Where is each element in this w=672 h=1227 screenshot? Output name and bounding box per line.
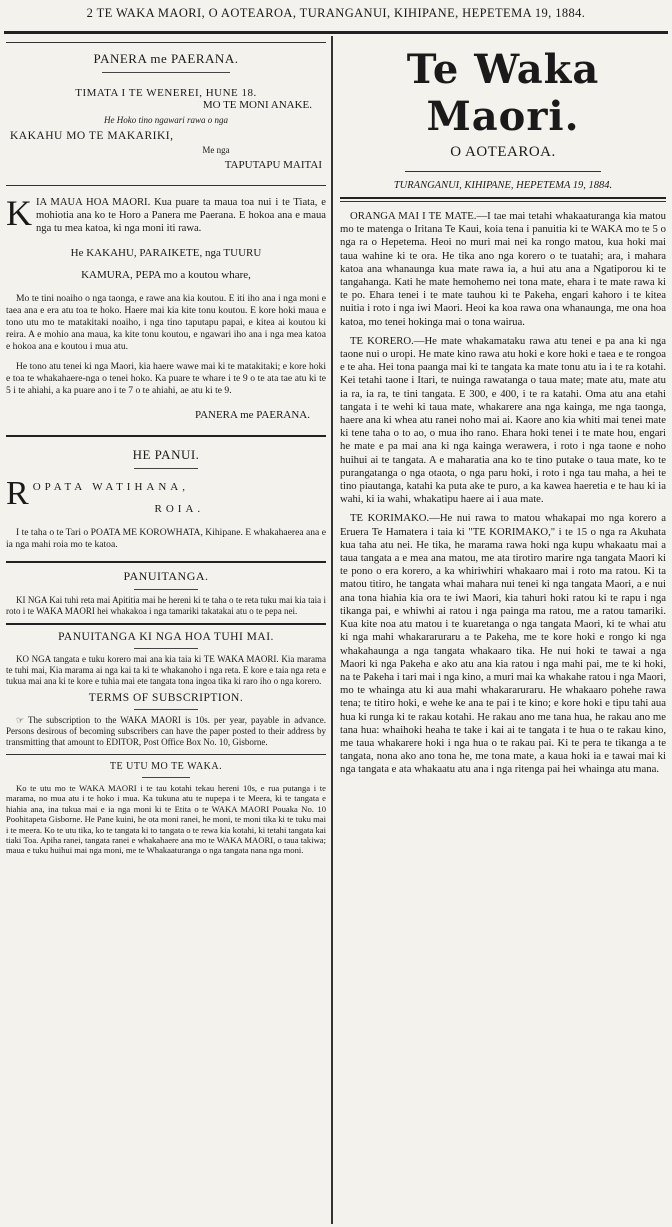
- panera-signature: PANERA me PAERANA.: [194, 409, 310, 421]
- short-rule: [142, 777, 190, 778]
- he-kakahu-line: He KAKAHU, PARAIKETE, nga TUURU: [70, 247, 262, 259]
- rule: [6, 435, 326, 437]
- article-oranga: ORANGA MAI I TE MATE.—I tae mai tetahi whakaaturanga kia matou mo te matenga o Iritana Te Kaui, koia tena i panuitia ki te WAKA mo te 5 o nga ra o Hepetema. Heoi no muri mai nei ka rongo matou, kua hoki mai taua wahine ki te ora. He tika ano nga korero o te tuatahi; ara, i mahara katoa ana whanaunga kua mate rawa ia, a hui atu ana a Ngatiporou ki te tangahanga. Kati he mate hemohemo nei tona mate, ehara i te mate rawa ki te po. Ehara tenei i te mate tauhou ki te Pakeha, engari kahoro i te kitea nuitia i roto i nga iwi Maori. Heoi ka koa rawa ona whanaunga, me ona hoa katoa, mo tenei hokinga mai o tona wairua.: [340, 210, 666, 328]
- ropata-block: [6, 477, 326, 515]
- he-hoko-line: He Hoko tino ngawari rawa o nga: [103, 115, 228, 125]
- panera-intro: [6, 193, 326, 235]
- short-rule: [134, 468, 198, 469]
- editorial-body: [340, 210, 666, 777]
- article-te-korero: TE KORERO.—He mate whakamataku rawa atu tenei e pa ana ki nga taone nui o uropi. He mate kino rawa atu hoki e kore hoki e taea e te rongoa e te aha. Hei tona paanga mai ki te tangata ka mate tonu atu ia i te ra kotahi. Kei tetahi taone i Itari, te nuinga rawatanga o taua mate; mate atu, mate atu ia ra, ia ra, te tini tangata. E 300, e 400, i te ra katahi. Oma atu ana etahi tangata i te wehi ki taua mate, whakarere ana nga kainga, me nga taonga, haere ana ki whea atu ranei noho mai ai. Kaore ano kia whiti mai tenei mate ki tene taha o to ao, o mua iho rano. Ehara hoki tenei i te mate hou, engari he mate e pa mai ana ki nga kainga werawera, i roto i nga taone e noho huihui ai te tangata. A e maharatia ana ko te tino putake o taua mate, ko te purangatanga o nga otaota, o nga paru hoki, i roto i nga tau maha, a hei te tino piautanga, katahi ka puta ake te puro, a ka kawea haeretia e te hau ki ia wahi, ki ia wahi, whakatipu haere ai i aua mate.: [340, 334, 666, 506]
- mo-te-moni-line: MO TE MONI ANAKE.: [202, 99, 312, 111]
- short-rule: [134, 709, 198, 710]
- panuitanga-heading: PANUITANGA.: [123, 569, 209, 583]
- rule: [6, 185, 326, 186]
- rule: [6, 561, 326, 563]
- left-top-rule: [6, 42, 326, 43]
- panuitanga2-body: KO NGA tangata e tuku korero mai ana kia taia ki TE WAKA MAORI. Kia marama te tuhi mai, Kia marama ai nga kai ta ki te whakanoho i nga reta. E kore e taia nga reta e tukua mai ana ki te kore e tuhia mai ete tangata tona ingoa tika ki raro iho o nga korero.: [6, 654, 326, 686]
- me-nga-line: Me nga: [202, 145, 230, 155]
- dropcap-r: R: [6, 475, 29, 512]
- dateline: TURANGANUI, KIHIPANE, HEPETEMA 19, 1884.: [393, 180, 613, 191]
- left-column: [6, 42, 326, 1222]
- running-head: 2 TE WAKA MAORI, O AOTEAROA, TURANGANUI, KIHIPANE, HEPETEMA 19, 1884.: [86, 6, 586, 20]
- panera-para-3: He tono atu tenei ki nga Maori, kia haere wawe mai ki te matakitaki; e kore hoki e toa te whakahaere-nga o tenei hoko. Ka puare te whare i te 9 o te ata tae atu ki te 5 i te ahiahi, a ka puare ano i te 7 o te ahiahi, ae atu ki te 9.: [6, 361, 326, 396]
- panera-para-1: IA MAUA HOA MAORI. Kua puare ta maua toa nui i te Tiata, e mohiotia ana ko te Horo a Panera me Paerana. E hokoa ana e maua nga tu mea katoa, ki nga moni iti rawa.: [36, 197, 326, 234]
- rule: [6, 623, 326, 625]
- ropata-body: I te taha o te Tari o POATA ME KOROWHATA, Kihipane. E whakahaerea ana e ia nga mahi roia mo te katoa.: [6, 527, 326, 550]
- panera-heading: PANERA me PAERANA.: [93, 51, 239, 66]
- dropcap-k: K: [6, 193, 32, 233]
- terms-heading: TERMS OF SUBSCRIPTION.: [88, 692, 244, 704]
- right-column: [340, 42, 666, 1222]
- column-divider: [331, 36, 333, 1224]
- panera-para-2: Mo te tini noaiho o nga taonga, e rawe ana kia koutou. E iti iho ana i nga moni e taea ana e era atu toa te hoko. Haere mai kia kite tonu koutou. E kore hoki maua e tono utu mo te matakitaki noaiho, i nga tino taputapu papai, e kitea ai koutou ki reira. A e mohio ana maua, ka kite tonu koutou, e ngawari iho ana i nga mea katoa e hokoa ana e koutou i mua atu.: [6, 293, 326, 352]
- rule: [340, 197, 666, 199]
- short-rule: [134, 648, 198, 649]
- terms-body: ☞ The subscription to the WAKA MAORI is 10s. per year, payable in advance. Persons desirous of becoming subscribers can have the paper posted to their address by transmitting that amount to EDITOR, Post Office Box No. 10, Gisborne.: [6, 715, 326, 747]
- taputapu-line: TAPUTAPU MAITAI: [224, 159, 322, 171]
- ropata-name: OPATA WATIHANA,: [32, 481, 189, 493]
- kamura-line: KAMURA, PEPA mo a koutou whare,: [81, 269, 251, 281]
- panuitanga-body: KI NGA Kai tuhi reta mai Apititia mai he hereni ki te taha o te reta tuku mai kia taia i roto i te WAKA MAORI hei whakakoa i nga tamariki takatakai atu o te pepa nei.: [6, 595, 326, 616]
- top-rule: [4, 31, 668, 34]
- short-rule: [102, 72, 230, 73]
- te-utu-heading: TE UTU MO TE WAKA.: [109, 761, 223, 772]
- timata-line: TIMATA I TE WENEREI, HUNE 18.: [75, 87, 257, 99]
- he-panui-heading: HE PANUI.: [132, 447, 200, 462]
- rule: [340, 201, 666, 202]
- masthead-rule: [405, 171, 601, 172]
- article-te-korimako: TE KORIMAKO.—He nui rawa to matou whakapai mo nga korero a Eruera Te Hamatera i taia ki "TE KORIMAKO," i te 15 o nga ra Akuhata kua taha atu nei. He tika, he marama rawa hoki nga kupu whakaatu mai a taua tangata a e mea ana matou, me ata tirotiro marire nga tangata Maori ki te pono o era korero, a ka whiriwhiri whakaaro mai i roto ma ratou. Ki ta matou titiro, he tangata whai mahara nui tenei ki nga tangata Maori, a e nui ana tona hiahia kia ora te iwi Maori, kia tahuri hoki ratou ki te rapu i nga tikanga pai, e whiwhi ai ratou i nga painga ma ratou, me a ratou tamariki. Kua kite noa atu matou i te kuaretanga o nga tangata Maori, ki te whai atu ki nga mahi whakararuraru a te Pakeha, me te kore hoki e rongo ki nga whakahaunga a nga tangata whakaaro tika. He nui hoki te tawai a nga Maori ki nga Pakeha e ako atu ana kia ratou i nga mahi pai, me te ki hoki, na te Pakeha i tari mai i nga kino, a muri mai ka whakahe ratou i nga Maori, mo te whainga atu ki aua mahi whakararuraru. He whakaaro pohehe rawa tena; te titiro hoki, e wehe ke ana te pai i te kino; e kore hoki e tipu tahi aua hua ki runga ki te rakau kotahi. He rakau ano me tana hua, he rakau ano me tana hua: whaihoki heaha te take i kai ai te tangata i te hua o te rakau kino, me taua whakarere hoki i nga hua o te rakau pai. Ki te pera te tikanga a te tangata, nona ako ano tona he, me tona mate, a kaua hoki ia e tawai mai ki nga tangata e ata whakaatu atu ana i nga ritenga pai hei whainga atu mana.: [340, 512, 666, 776]
- te-utu-body: Ko te utu mo te WAKA MAORI i te tau kotahi tekau hereni 10s, e rua putanga i te marama, no mua atu i te hoko i mua. Ka tukuna atu te nupepa i te Meera, ki te tangata e hiahia ana, ina tukua mai e ia nga moni ki te Etita o te WAKA MAORI Pouaka No. 10 Poohitapeta Gisborne. He Pane kuini, he ota moni ranei, he moni, te moni tika ki te tuku mai i te meera. Ko te utu tika, ko te tangata ki to tangata o te rewa kia kotahi, ki tetahi tangata kai tiaki Toa. Apiha ranei, tangata ranei e whakahaere ana mo te WAKA MAORI, o taua takiwa; maua e tuku huihui mai nga moni, me te Whakaaturanga o nga tangata nana nga moni.: [6, 783, 326, 856]
- kakahu-line: KAKAHU MO TE MAKARIKI,: [10, 130, 174, 142]
- roia-line: ROIA.: [154, 503, 205, 515]
- masthead-subtitle: O AOTEAROA.: [450, 144, 556, 160]
- rule: [6, 754, 326, 755]
- panuitanga2-heading: PANUITANGA KI NGA HOA TUHI MAI.: [58, 631, 274, 643]
- short-rule: [134, 589, 198, 590]
- masthead-title: Te Waka Maori.: [406, 46, 600, 140]
